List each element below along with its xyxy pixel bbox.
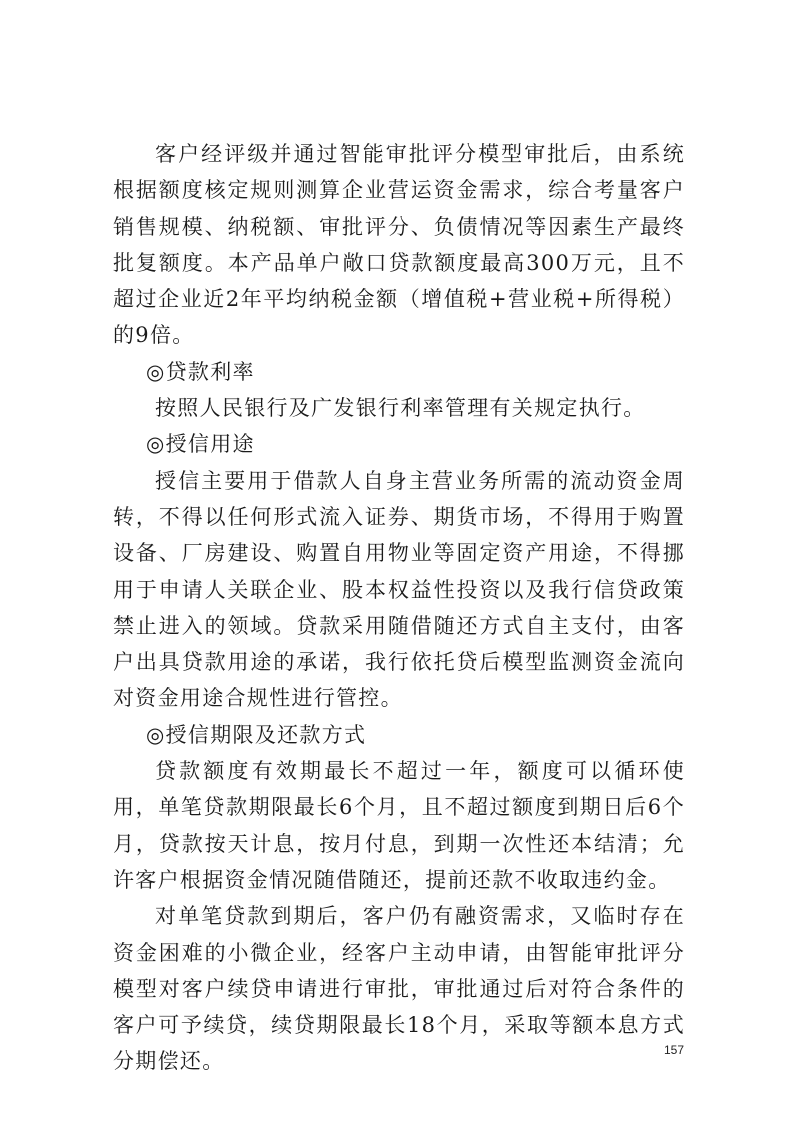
heading-loan-rate: ◎贷款利率: [146, 359, 255, 384]
paragraph-renewal: 对单笔贷款到期后，客户仍有融资需求，又临时存在资金困难的小微企业，经客户主动申请，由智能审批评分模型对客户续贷申请进行审批，审批通过后对符合条件的客户可予续贷，续贷期限最长18个月，采取等额本息方式分期偿还。: [113, 904, 685, 1074]
paragraph-term-repayment: 贷款额度有效期最长不超过一年，额度可以循环使用，单笔贷款期限最长6个月，且不超过额度到期日后6个月，贷款按天计息，按月付息，到期一次性还本结清；允许客户根据资金情况随借随还，提前还款不收取违约金。: [113, 759, 685, 892]
heading-term-repayment: ◎授信期限及还款方式: [146, 722, 367, 747]
heading-credit-purpose: ◎授信用途: [146, 432, 255, 457]
paragraph-credit-limit: 客户经评级并通过智能审批评分模型审批后，由系统根据额度核定规则测算企业营运资金需求，综合考量客户销售规模、纳税额、审批评分、负债情况等因素生产最终批复额度。本产品单户敞口贷款额度最高300万元，且不超过企业近2年平均纳税金额（增值税+营业税+所得税）的9倍。: [113, 142, 685, 348]
page-number: 157: [664, 1043, 685, 1057]
paragraph-credit-purpose: 授信主要用于借款人自身主营业务所需的流动资金周转，不得以任何形式流入证券、期货市场，不得用于购置设备、厂房建设、购置自用物业等固定资产用途，不得挪用于申请人关联企业、股本权益性投资以及我行信贷政策禁止进入的领域。贷款采用随借随还方式自主支付，由客户出具贷款用途的承诺，我行依托贷后模型监测资金流向对资金用途合规性进行管控。: [113, 468, 685, 711]
paragraph-loan-rate: 按照人民银行及广发银行利率管理有关规定执行。: [155, 396, 646, 421]
document-body: [113, 136, 685, 1080]
